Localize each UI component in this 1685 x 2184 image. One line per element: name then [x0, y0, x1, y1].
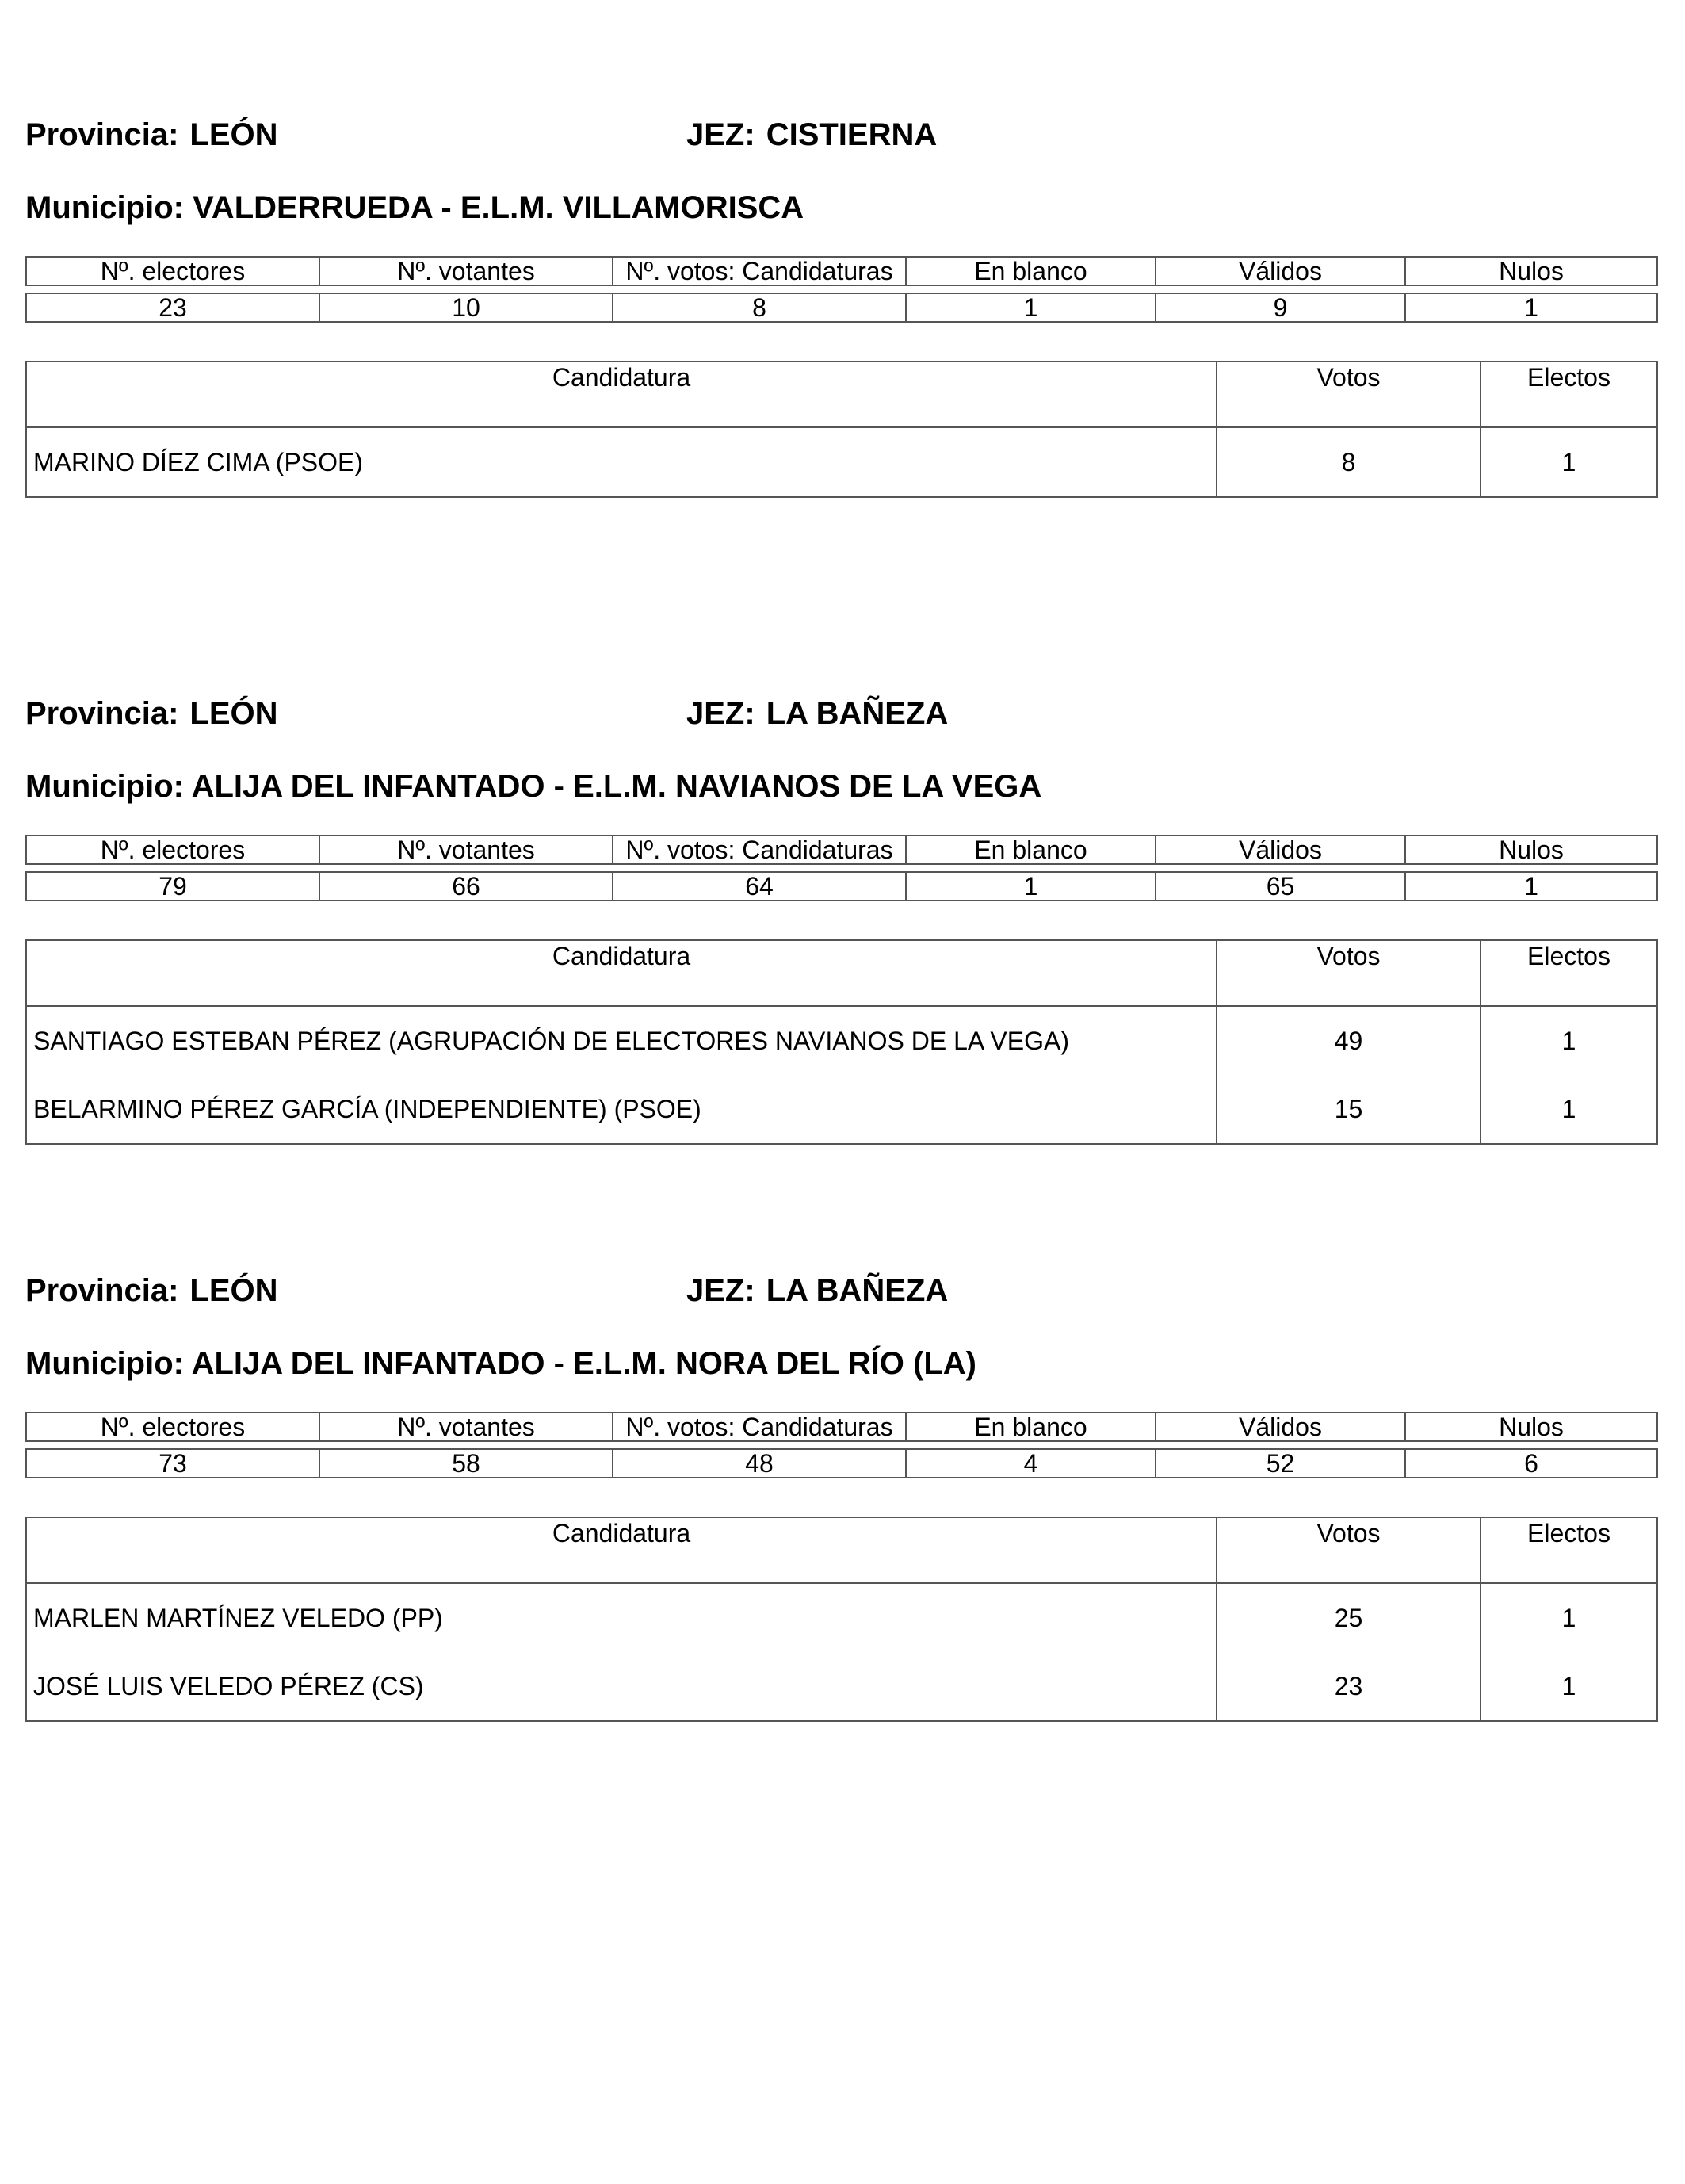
candidate-votes: 15 — [1217, 1075, 1481, 1144]
stats-header-votos-candidaturas: Nº. votos: Candidaturas — [613, 836, 906, 864]
stats-header-en-blanco: En blanco — [906, 836, 1156, 864]
stats-value-row — [26, 872, 1657, 901]
province-value: LEÓN — [189, 696, 278, 731]
candidates-header-candidatura: Candidatura — [26, 1517, 1217, 1583]
stats-value-en-blanco: 4 — [906, 1449, 1156, 1478]
stats-header-votos-candidaturas: Nº. votos: Candidaturas — [613, 257, 906, 285]
stats-header-nulos: Nulos — [1405, 836, 1657, 864]
stats-header-votantes: Nº. votantes — [319, 257, 613, 285]
stats-header-validos: Válidos — [1156, 1413, 1405, 1441]
municipality-label: Municipio: — [25, 769, 184, 804]
province-value: LEÓN — [189, 117, 278, 152]
candidates-table — [25, 361, 1658, 498]
candidate-row — [26, 1075, 1657, 1144]
candidate-row — [26, 1583, 1657, 1652]
jez-label: JEZ: — [686, 696, 755, 731]
municipality-line — [25, 188, 804, 228]
stats-header-votantes: Nº. votantes — [319, 836, 613, 864]
results-section-2 — [25, 694, 1656, 1153]
stats-value-nulos: 6 — [1405, 1449, 1657, 1478]
stats-value-electores: 23 — [26, 293, 319, 322]
stats-table — [25, 256, 1658, 323]
stats-header-electores: Nº. electores — [26, 836, 319, 864]
stats-header-en-blanco: En blanco — [906, 1413, 1156, 1441]
stats-spacer — [26, 1441, 1657, 1449]
stats-table — [25, 835, 1658, 901]
results-section-3 — [25, 1271, 1656, 1731]
stats-header-en-blanco: En blanco — [906, 257, 1156, 285]
candidate-votes: 23 — [1217, 1652, 1481, 1721]
candidate-elected: 1 — [1481, 1075, 1657, 1144]
province-line — [25, 1271, 278, 1310]
candidate-name: BELARMINO PÉREZ GARCÍA (INDEPENDIENTE) (PSOE) — [26, 1075, 1217, 1144]
stats-value-votantes: 66 — [319, 872, 613, 901]
stats-value-votos-candidaturas: 48 — [613, 1449, 906, 1478]
jez-line — [686, 1271, 948, 1310]
candidate-name: JOSÉ LUIS VELEDO PÉREZ (CS) — [26, 1652, 1217, 1721]
candidate-row — [26, 1652, 1657, 1721]
province-label: Provincia: — [25, 1273, 179, 1308]
stats-value-votos-candidaturas: 8 — [613, 293, 906, 322]
candidates-header-candidatura: Candidatura — [26, 940, 1217, 1006]
stats-header-validos: Válidos — [1156, 257, 1405, 285]
stats-header-row — [26, 257, 1657, 285]
jez-line — [686, 694, 948, 733]
jez-line — [686, 115, 937, 155]
candidate-name: SANTIAGO ESTEBAN PÉREZ (AGRUPACIÓN DE ELECTORES NAVIANOS DE LA VEGA) — [26, 1006, 1217, 1075]
jez-label: JEZ: — [686, 117, 755, 152]
stats-header-electores: Nº. electores — [26, 1413, 319, 1441]
stats-value-validos: 65 — [1156, 872, 1405, 901]
candidates-header-row — [26, 361, 1657, 427]
candidate-elected: 1 — [1481, 1583, 1657, 1652]
candidates-header-row — [26, 940, 1657, 1006]
province-label: Provincia: — [25, 696, 179, 731]
stats-header-votos-candidaturas: Nº. votos: Candidaturas — [613, 1413, 906, 1441]
municipality-label: Municipio: — [25, 190, 184, 225]
municipality-line — [25, 767, 1041, 806]
candidate-elected: 1 — [1481, 427, 1657, 497]
stats-table — [25, 1412, 1658, 1478]
jez-value: LA BAÑEZA — [766, 1273, 949, 1308]
stats-spacer — [26, 864, 1657, 872]
jez-value: CISTIERNA — [766, 117, 938, 152]
candidate-votes: 49 — [1217, 1006, 1481, 1075]
stats-header-nulos: Nulos — [1405, 1413, 1657, 1441]
province-line — [25, 694, 278, 733]
province-label: Provincia: — [25, 117, 179, 152]
candidate-elected: 1 — [1481, 1652, 1657, 1721]
jez-value: LA BAÑEZA — [766, 696, 949, 731]
stats-header-nulos: Nulos — [1405, 257, 1657, 285]
candidates-header-candidatura: Candidatura — [26, 361, 1217, 427]
candidate-row — [26, 1006, 1657, 1075]
stats-header-votantes: Nº. votantes — [319, 1413, 613, 1441]
candidates-header-votos: Votos — [1217, 1517, 1481, 1583]
province-line — [25, 115, 278, 155]
stats-value-nulos: 1 — [1405, 293, 1657, 322]
stats-value-row — [26, 1449, 1657, 1478]
candidate-name: MARINO DÍEZ CIMA (PSOE) — [26, 427, 1217, 497]
candidate-row — [26, 427, 1657, 497]
stats-value-en-blanco: 1 — [906, 872, 1156, 901]
stats-header-validos: Válidos — [1156, 836, 1405, 864]
province-value: LEÓN — [189, 1273, 278, 1308]
stats-value-votantes: 58 — [319, 1449, 613, 1478]
candidate-votes: 8 — [1217, 427, 1481, 497]
municipality-value: ALIJA DEL INFANTADO - E.L.M. NAVIANOS DE LA VEGA — [191, 769, 1042, 804]
candidates-header-votos: Votos — [1217, 361, 1481, 427]
candidates-table — [25, 1517, 1658, 1722]
stats-value-validos: 52 — [1156, 1449, 1405, 1478]
municipality-label: Municipio: — [25, 1346, 184, 1381]
candidates-table — [25, 939, 1658, 1145]
candidate-elected: 1 — [1481, 1006, 1657, 1075]
candidates-header-electos: Electos — [1481, 1517, 1657, 1583]
candidate-votes: 25 — [1217, 1583, 1481, 1652]
candidates-header-electos: Electos — [1481, 361, 1657, 427]
stats-value-votantes: 10 — [319, 293, 613, 322]
stats-value-electores: 79 — [26, 872, 319, 901]
candidates-header-electos: Electos — [1481, 940, 1657, 1006]
stats-spacer — [26, 285, 1657, 293]
results-section-1 — [25, 115, 1656, 495]
municipality-value: ALIJA DEL INFANTADO - E.L.M. NORA DEL RÍO (LA) — [191, 1346, 976, 1381]
stats-header-row — [26, 1413, 1657, 1441]
jez-label: JEZ: — [686, 1273, 755, 1308]
stats-value-validos: 9 — [1156, 293, 1405, 322]
stats-value-electores: 73 — [26, 1449, 319, 1478]
stats-header-electores: Nº. electores — [26, 257, 319, 285]
stats-header-row — [26, 836, 1657, 864]
stats-value-en-blanco: 1 — [906, 293, 1156, 322]
candidates-header-row — [26, 1517, 1657, 1583]
stats-value-nulos: 1 — [1405, 872, 1657, 901]
candidates-header-votos: Votos — [1217, 940, 1481, 1006]
stats-value-votos-candidaturas: 64 — [613, 872, 906, 901]
stats-value-row — [26, 293, 1657, 322]
municipality-value: VALDERRUEDA - E.L.M. VILLAMORISCA — [193, 190, 804, 225]
municipality-line — [25, 1344, 976, 1383]
candidate-name: MARLEN MARTÍNEZ VELEDO (PP) — [26, 1583, 1217, 1652]
